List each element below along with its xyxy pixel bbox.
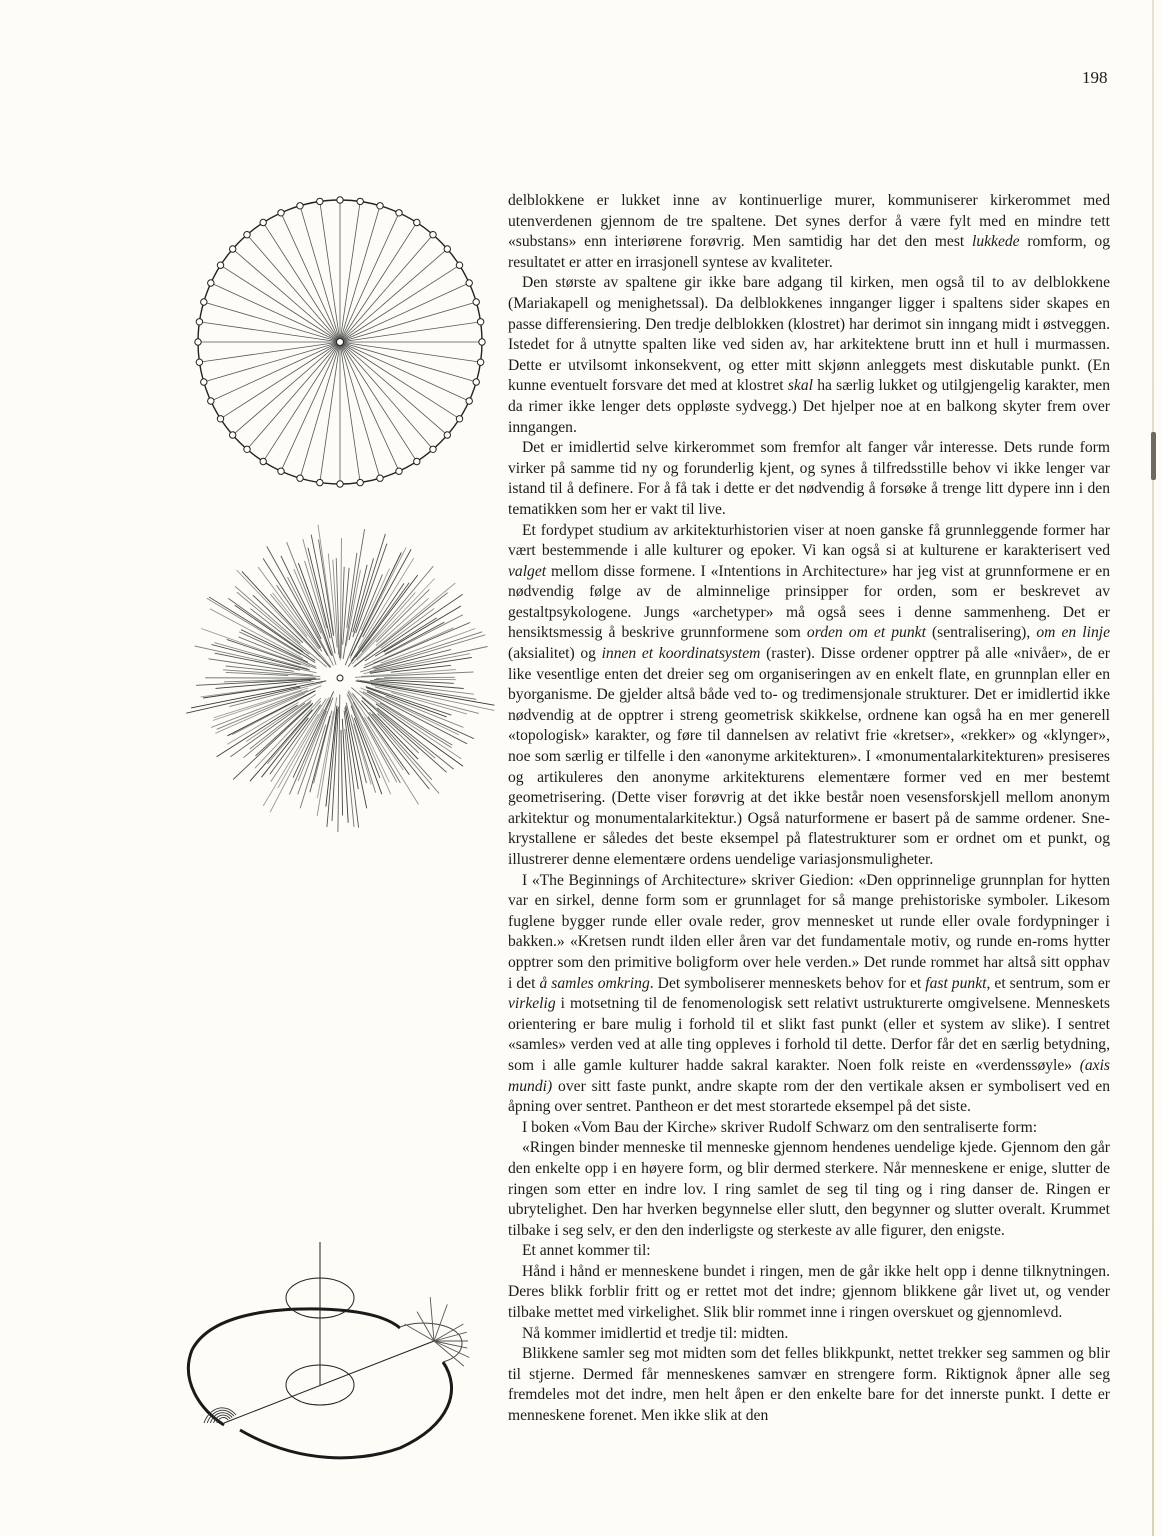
burst-ray (344, 711, 359, 828)
text-run: Hånd i hånd er menneskene bundet i ringen, men de går ikke helt opp i denne tilknytningen. Deres blikk forblir fritt og er rettet mot det indre; gjennom blikkene går livet ut, og vender tilbake mettet med virkelighet. Slik blir rommet inne i ringen overskuet og gjennomlevd. (508, 1262, 1110, 1322)
text-run: ha særlig lukket og utilgjengelig karakter, men da rimer ikke lenger dets oppløste sydvegg.) Det hjelper noe at en balkong skyter frem over inngangen. (508, 377, 1110, 436)
text-run: Nå kommer imidlertid et tredje til: midten. (522, 1324, 789, 1342)
paragraph (508, 1138, 1110, 1241)
paragraph (508, 871, 1110, 1118)
text-run: Blikkene samler seg mot midten som det felles blikkpunkt, nettet trekker seg sammen og blir til stjerne. Dermed får menneskenes samvær en strengere form. Riktignok åpner alle seg fremdeles mot det indre, men helt åpen er den enkelte bare for det innerste punkt. I dette er menneskene forenet. Men ikke slik at den (508, 1345, 1110, 1425)
wheel-spoke (201, 342, 340, 362)
wheel-spoke (320, 342, 340, 481)
ring-entrance-ray (434, 1341, 464, 1366)
page-edge (1152, 0, 1154, 1536)
burst-ray (357, 680, 474, 694)
figure-star-burst (170, 510, 510, 840)
wheel-spoke (234, 342, 340, 434)
wheel-knob (208, 280, 214, 286)
paragraph (508, 191, 1110, 273)
binding-tab-upper (1151, 432, 1156, 480)
text-run: «Ringen binder menneske til menneske gjennom hendenes uendelige kjede. Gjennom den går den enkelte opp i en høyere form, og blir dermed sterkere. Når menneskene er enige, slutter de ringen som etter en indre lov. I ring samlet de seg til ting og i ring danser de. Ringen er ubrytelighet. Den har hverken begynnelse eller slutt, den begynner og slutter overalt. Krummet tilbake i seg selv, er den den inderligste og sterkeste av alle figurer, den enigste. (508, 1139, 1110, 1239)
text-run: romform, og resultatet er atter en irrasjonell syntese av kvaliteter. (508, 233, 1110, 271)
wheel-knob (244, 446, 250, 452)
burst-ray (263, 558, 321, 648)
wheel-spoke (340, 236, 432, 342)
paragraph (508, 1344, 1110, 1426)
ring-entrance-ray (434, 1324, 463, 1341)
burst-ray (364, 654, 470, 674)
text-run: mellom disse formene. I «Intentions in Architecture» har jeg vist at grunnformene er en nødvendig følge av de alminnelige prinsipper for orden, som er beskrevet av gestaltpsykologene. Jungs «archetyper» må også sees i denne sammenheng. Det er hensiktsmessig å beskrive grunnformene som (508, 562, 1110, 642)
wheel-knob (337, 197, 343, 203)
burst-ray (376, 598, 429, 645)
burst-ray (364, 717, 418, 804)
paragraph (508, 1118, 1110, 1139)
wheel-spoke (340, 208, 379, 342)
wheel-spoke (206, 342, 340, 381)
wheel-spoke (340, 322, 479, 342)
wheel-spoke (340, 342, 432, 448)
burst-ray (361, 569, 389, 631)
text-run: Den største av spaltene gir ikke bare adgang til kirken, men også til to av delblokkene (Mariakapell og menighetssal). Da delblokkenes innganger ligger i spaltens sider skapes en passe differensiering. Den tredje delblokken (klostret) har derimot sin inngang midt i østveggen. Istedet for å utnytte spalten like ved siden av, har arkitektene brutt inn et hull i murmassen. Dette er utvilsomt inkonsekvent, og etter mitt skjønn anleggets mest diskutable punkt. (En kunne eventuelt forsvare det med at klostret (508, 274, 1110, 395)
wheel-spoke (340, 342, 479, 362)
wheel-knob (396, 468, 402, 474)
wheel-knob (337, 481, 343, 487)
wheel-knob (444, 432, 450, 438)
text-run: (sentralisering), (925, 624, 1037, 642)
body-text (508, 191, 1110, 1427)
wheel-spoke (206, 303, 340, 342)
wheel-knob (456, 262, 462, 268)
text-run: over sitt faste punkt, andre skapte rom der den vertikale aksen er symbolisert ved en åpning over sentret. Pantheon er det mest storartede eksempel på det siste. (508, 1077, 1110, 1116)
burst-ray (372, 714, 432, 780)
paragraph (508, 1241, 1110, 1262)
wheel-spoke (320, 203, 340, 342)
wheel-spoke (234, 250, 340, 342)
wheel-knob (414, 458, 420, 464)
burst-ray (356, 681, 495, 705)
wheel-knob (278, 468, 284, 474)
page-number: 198 (1082, 68, 1108, 87)
text-run: Et annet kommer til: (522, 1242, 651, 1260)
burst-ray (376, 679, 455, 680)
wheel-spoke (340, 303, 474, 342)
wheel-knob (208, 398, 214, 404)
burst-ray (341, 730, 343, 816)
wheel-knob (297, 203, 303, 209)
wheel-knob (444, 246, 450, 252)
wheel-knob (244, 232, 250, 238)
wheel-knob (201, 299, 207, 305)
burst-ray (368, 717, 410, 775)
wheel-knob (195, 339, 201, 345)
wheel-spoke (201, 322, 340, 342)
wheel-knob (414, 219, 420, 225)
wheel-spoke (340, 342, 360, 481)
wheel-knob (196, 359, 202, 365)
italic-text: (axis mundi) (508, 1056, 1110, 1095)
burst-ray (343, 529, 365, 659)
text-run: Det er imidlertid selve kirkerommet som fremfor alt fanger vår interesse. Dets runde form virker på samme tid ny og forunderlig kjent, og synes å tilfredsstille behov vi ikke lenger var istand til å definere. For å få tak i dette er det nødvendig å forsøke å trenge litt dypere inn i den tematikken som her er vakt til live. (508, 439, 1110, 518)
burst-ray (211, 690, 307, 727)
wheel-spoke (248, 342, 340, 448)
burst-ray (352, 593, 415, 665)
wheel-knob (297, 475, 303, 481)
text-run: (raster). Disse ordener opptrer på alle «nivåer», de er like vesentlige enten det dreier seg om organiseringen av en enkelt flate, en grunnplan eller en byorganisme. De gjelder altså både ved to- og tredimensjonale strukturer. Det er imidlertid ikke nødvendig at de opptrer i streng geometrisk skikkelse, ordnene kan også ha en mer generell «topologisk» karakter, og føre til dannelsen av relativt frie «kretser», «rekker» og «klynger», noe som særlig er tilfelle i den «anonyme arkitekturen». I «monumentalarkitekturen» presiseres og artikuleres den anonyme arkitekturens elementære former ved en mer bestemt geometrisering. (Dette viser forøvrig at det ikke består noen vesensforskjell mellom anonym arkitektur og monumentalarkitektur.) Også naturformene er basert på de samme ordener. Snekrystallene er således det beste eksempel på flatestrukturer som er ordnet om et punkt, og illustrerer denne elementære ordens uendelige variasjonsmuligheter. (508, 645, 1110, 868)
text-run: , et sentrum, som er (986, 974, 1110, 992)
burst-ray (213, 691, 302, 721)
wheel-knob (217, 416, 223, 422)
wheel-spoke (340, 250, 446, 342)
ring-entrance-ray (430, 1297, 434, 1341)
wheel-knob (377, 475, 383, 481)
paragraph (508, 1262, 1110, 1324)
italic-text: skal (787, 377, 813, 395)
burst-ray (270, 709, 324, 812)
wheel-spoke (340, 342, 474, 381)
text-run: . Det symboliserer menneskets behov for et (649, 974, 926, 992)
wheel-knob (230, 246, 236, 252)
wheel-knob (477, 319, 483, 325)
italic-text: å samles omkring (539, 974, 650, 992)
wheel-center (337, 339, 344, 346)
wheel-spoke (248, 236, 340, 342)
wheel-knob (278, 210, 284, 216)
italic-text: om en linje (1036, 624, 1111, 642)
text-run: I boken «Vom Bau der Kirche» skriver Rudolf Schwarz om den sentraliserte form: (522, 1118, 1038, 1136)
wheel-knob (260, 458, 266, 464)
wheel-knob (317, 198, 323, 204)
wheel-knob (430, 232, 436, 238)
wheel-knob (477, 359, 483, 365)
wheel-knob (377, 203, 383, 209)
wheel-knob (201, 379, 207, 385)
wheel-knob (466, 398, 472, 404)
wheel-knob (196, 319, 202, 325)
wheel-knob (473, 379, 479, 385)
burst-ray (374, 680, 454, 684)
wheel-knob (357, 198, 363, 204)
italic-text: innen et koordinatsystem (601, 645, 761, 663)
wheel-knob (396, 210, 402, 216)
ring-entrance-ray (434, 1304, 447, 1341)
wheel-knob (230, 432, 236, 438)
wheel-spoke (340, 342, 446, 434)
paragraph (508, 521, 1110, 871)
figure-ring-plan (180, 1230, 500, 1480)
wheel-spoke (340, 203, 360, 342)
paragraph (508, 273, 1110, 438)
wheel-spoke (301, 342, 340, 476)
wheel-knob (217, 262, 223, 268)
burst-ray (351, 715, 375, 793)
ring-entrance-ray (434, 1341, 469, 1358)
wheel-knob (479, 339, 485, 345)
text-run: I «The Beginnings of Architecture» skriver Giedion: «Den opprinnelige grunnplan for hytten var en sirkel, denne form som er grunnlaget for så mange prehistoriske symboler. Likesom fuglene bygger runde eller ovale reder, grov mennesket ut runde eller ovale fordypninger i bakken.» «Kretsen rundt ilden eller åren var det fundamentale motiv, og runde en-roms hytter opptrer som den primitive boligform over hele verden.» Det runde rommet har altså sitt opphav i det (508, 871, 1110, 992)
burst-ray (196, 679, 320, 685)
paragraph (508, 438, 1110, 520)
italic-text: virkelig (508, 995, 556, 1013)
text-run: delblokkene er lukket inne av kontinuerlige murer, kommuniserer kirkerommet med utenverdenen gjennom de tre spaltene. Det synes derfor å være fylt med en mindre tett «substans» enn interiørene forøvrig. Men samtidig har det den mest (508, 192, 1110, 251)
burst-ray (351, 688, 435, 759)
wheel-knob (317, 479, 323, 485)
burst-ray (370, 657, 472, 673)
wheel-spoke (301, 208, 340, 342)
wheel-spoke (340, 342, 379, 476)
burst-center-disc (327, 665, 353, 691)
burst-ray (351, 706, 380, 778)
main-axis (224, 1341, 434, 1423)
italic-text: orden om et punkt (806, 624, 926, 642)
italic-text: fast punkt (925, 974, 987, 992)
paragraph (508, 1324, 1110, 1345)
figure-ring-wheel (190, 190, 500, 500)
italic-text: valget (508, 562, 547, 580)
wheel-knob (260, 219, 266, 225)
wheel-knob (430, 446, 436, 452)
text-run: (aksialitet) og (508, 645, 602, 663)
wheel-knob (456, 416, 462, 422)
wheel-knob (473, 299, 479, 305)
wheel-knob (357, 479, 363, 485)
italic-text: lukkede (971, 233, 1020, 251)
text-run: Et fordypet studium av arkitekturhistorien viser at noen ganske få grunnleggende former har vært bestemmende i alle kulturer og epoker. Vi kan også si at kulturene er karakterisert ved (508, 521, 1110, 560)
text-run: i motsetning til de fenomenologisk sett relativt ustrukturerte omgivelsene. Menneskets orientering er bare mulig i forhold til et slikt fast punkt (eller et system av slike). I sentret «samles» verden ved at alle ting oppleves i forhold til dette. Derfor får det en særlig betydning, som i alle gamle kulturer hadde sakral karakter. Noen folk reiste en «verdenssøyle» (508, 995, 1110, 1074)
burst-ray (281, 556, 321, 639)
wheel-knob (466, 280, 472, 286)
